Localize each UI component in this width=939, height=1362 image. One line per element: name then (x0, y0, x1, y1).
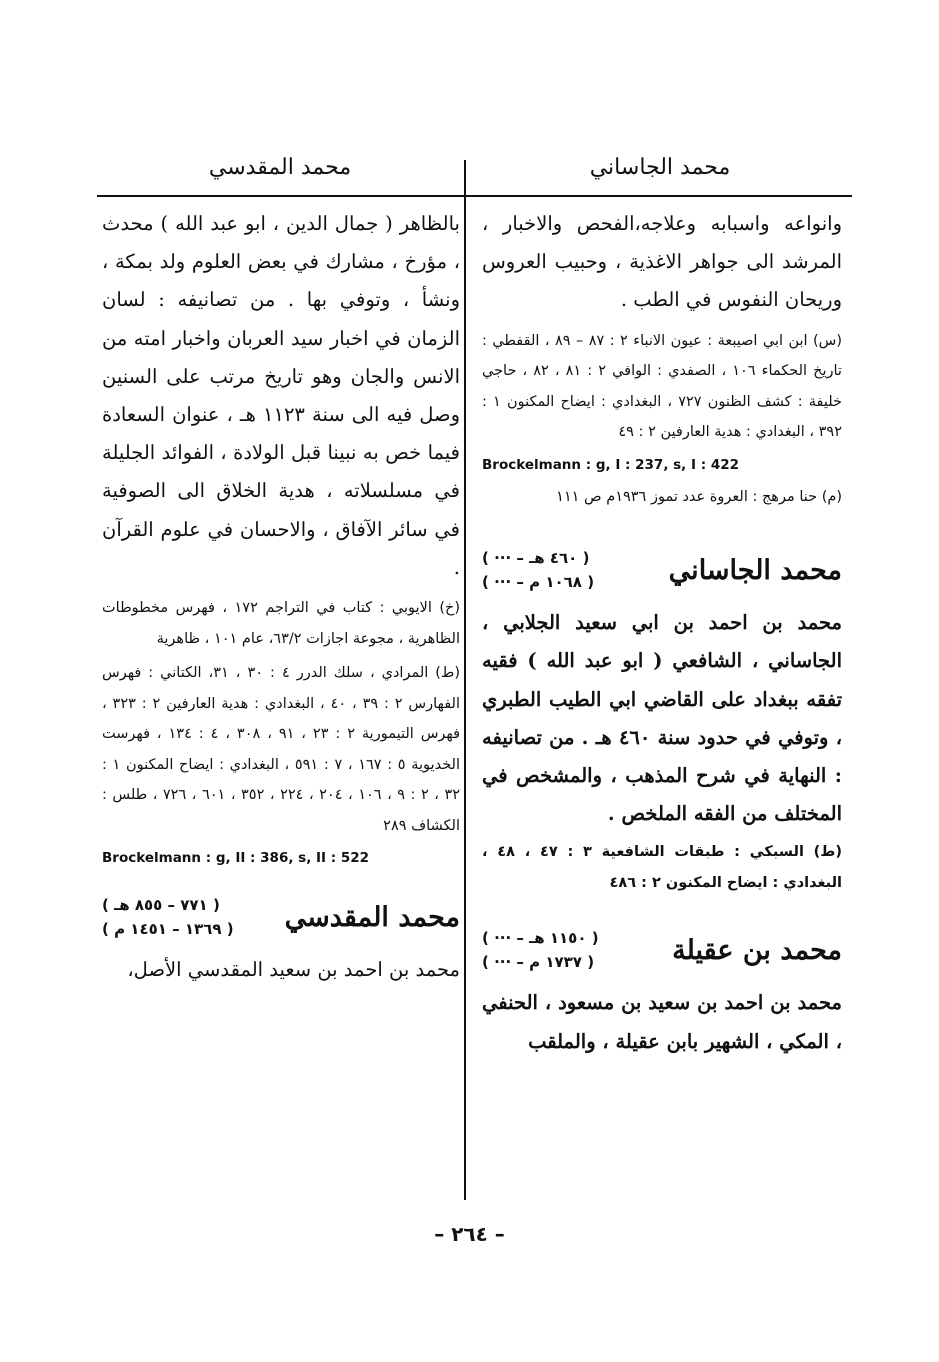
entry-reference: (ط) السبكي : طبقات الشافعية ٣ : ٤٧ ، ٤٨ ، البغدادي : ايضاح المكنون ٢ : ٤٨٦ (482, 844, 842, 891)
reference-m: (م) حنا مرهج : العروة عدد تموز ١٩٣٦م ص ١١١ (556, 488, 842, 505)
hijri-dates: ( ··· – ١١٥٠ هـ ) (482, 929, 599, 948)
page-number: – ٢٦٤ – (434, 1222, 505, 1246)
right-column (482, 205, 842, 1061)
brockelmann-reference: Brockelmann : g, II : 386, s, II : 522 (102, 850, 370, 867)
hijri-dates: ( ٧٧١ – ٨٥٥ هـ ) (102, 896, 220, 915)
brockelmann-reference: Brockelmann : g, I : 237, s, I : 422 (482, 456, 740, 473)
continued-entry-text: وانواعه واسبابه وعلاجه،الفحص والاخبار ، المرشد الى جواهر الاغذية ، وحبيب العروس وريحان النفوس في الطب . (482, 212, 842, 312)
left-column-header: محمد المقدسي (208, 155, 352, 180)
header-rule (97, 195, 852, 197)
entry-heading-maqdisi (102, 893, 460, 941)
entry-heading-aqila (482, 926, 842, 974)
gregorian-dates: ( ··· – ١٧٣٧ م ) (482, 953, 595, 972)
entry-heading-jasani (482, 546, 842, 594)
entry-dates (482, 926, 599, 974)
entry-title: محمد المقدسي (284, 901, 460, 933)
entry-title: محمد الجاساني (668, 554, 842, 586)
entry-dates (102, 893, 234, 941)
continued-entry-text: بالظاهر ( جمال الدين ، ابو عبد الله ) محدث ، مؤرخ ، مشارك في بعض العلوم ولد بمكة ، ونشأ ، وتوفي بها . من تصانيفه : لسان الزمان في اخبار سيد العربان واخبار امته من الانس والجان وهو تاريخ مرتب على السنين وصل فيه الى سنة ١١٢٣ هـ ، عنوان السعادة فيما خص به نبينا قبل الولادة ، الفوائد الجليلة في مسلسلاته ، هدية الخلاق الى الصوفية في سائر الآفاق ، والاحسان في علوم القرآن . (102, 212, 460, 579)
column-divider (464, 160, 466, 1200)
entry-body: محمد بن احمد بن ابي سعيد الجلابي ، الجاساني ، الشافعي ( ابو عبد الله ) فقيه تفقه ببغداد على القاضي ابي الطيب الطبري ، وتوفي في حدود سنة ٤٦٠ هـ . من تصانيفه : النهاية في شرح المذهب ، والمشخص في المختلف من الفقه الملخص . (482, 611, 843, 826)
gregorian-dates: ( ١٣٦٩ – ١٤٥١ م ) (102, 920, 234, 939)
entry-title: محمد بن عقيلة (672, 934, 842, 966)
entry-body: محمد بن احمد بن سعيد المقدسي الأصل، (127, 958, 460, 982)
reference-kh: (خ) الايوبي : كتاب في التراجم ١٧٢ ، فهرس مخطوطات الظاهرية ، مجوعة اجازات ٦٣/٢، عام ١٠١ ، ظاهرية (102, 600, 460, 647)
hijri-dates: ( ··· – ٤٦٠ هـ ) (482, 549, 590, 568)
entry-body: محمد بن احمد بن سعيد بن مسعود ، الحنفي ، المكي ، الشهير بابن عقيلة ، والملقب (482, 991, 842, 1053)
right-column-header: محمد الجاساني (589, 155, 731, 180)
entry-dates (482, 546, 594, 594)
gregorian-dates: ( ··· – ١٠٦٨ م ) (482, 573, 595, 592)
left-column (102, 205, 460, 989)
reference-t: (ط) المرادي ، سلك الدرر ٤ : ٣٠ ، ٣١، الكتاني : فهرس الفهارس ٢ : ٣٩ ، ٤٠ ، البغدادي : هدية العارفين ٢ : ٣٢٣ ، فهرس التيمورية ٢ : ٢٣ ، ٩١ ، ٣٠٨ ، ٤ : ١٣٤ ، فهرست الخديوية ٥ : ١٦٧ ، ٧ : ٥٩١ ، البغدادي : ايضاح المكنون ١ : ٣٢ ، ٢ : ٩ ، ١٠٦ ، ٢٠٤ ، ٢٢٤ ، ٣٥٢ ، ٦٠١ ، ٧٢٦ ، طلس : الكشاف ٢٨٩ (102, 665, 461, 834)
reference-s: (س) ابن ابي اصيبعة : عيون الانباء ٢ : ٨٧ – ٨٩ ، القفطي : تاريخ الحكماء ١٠٦ ، الصفدي : الوافي ٢ : ٨١ ، ٨٢ ، حاجي خليفة : كشف الظنون ٧٢٧ ، البغدادي : ايضاح المكنون ١ : ٣٩٢ ، البغدادي : هدية العارفين ٢ : ٤٩ (482, 332, 843, 441)
